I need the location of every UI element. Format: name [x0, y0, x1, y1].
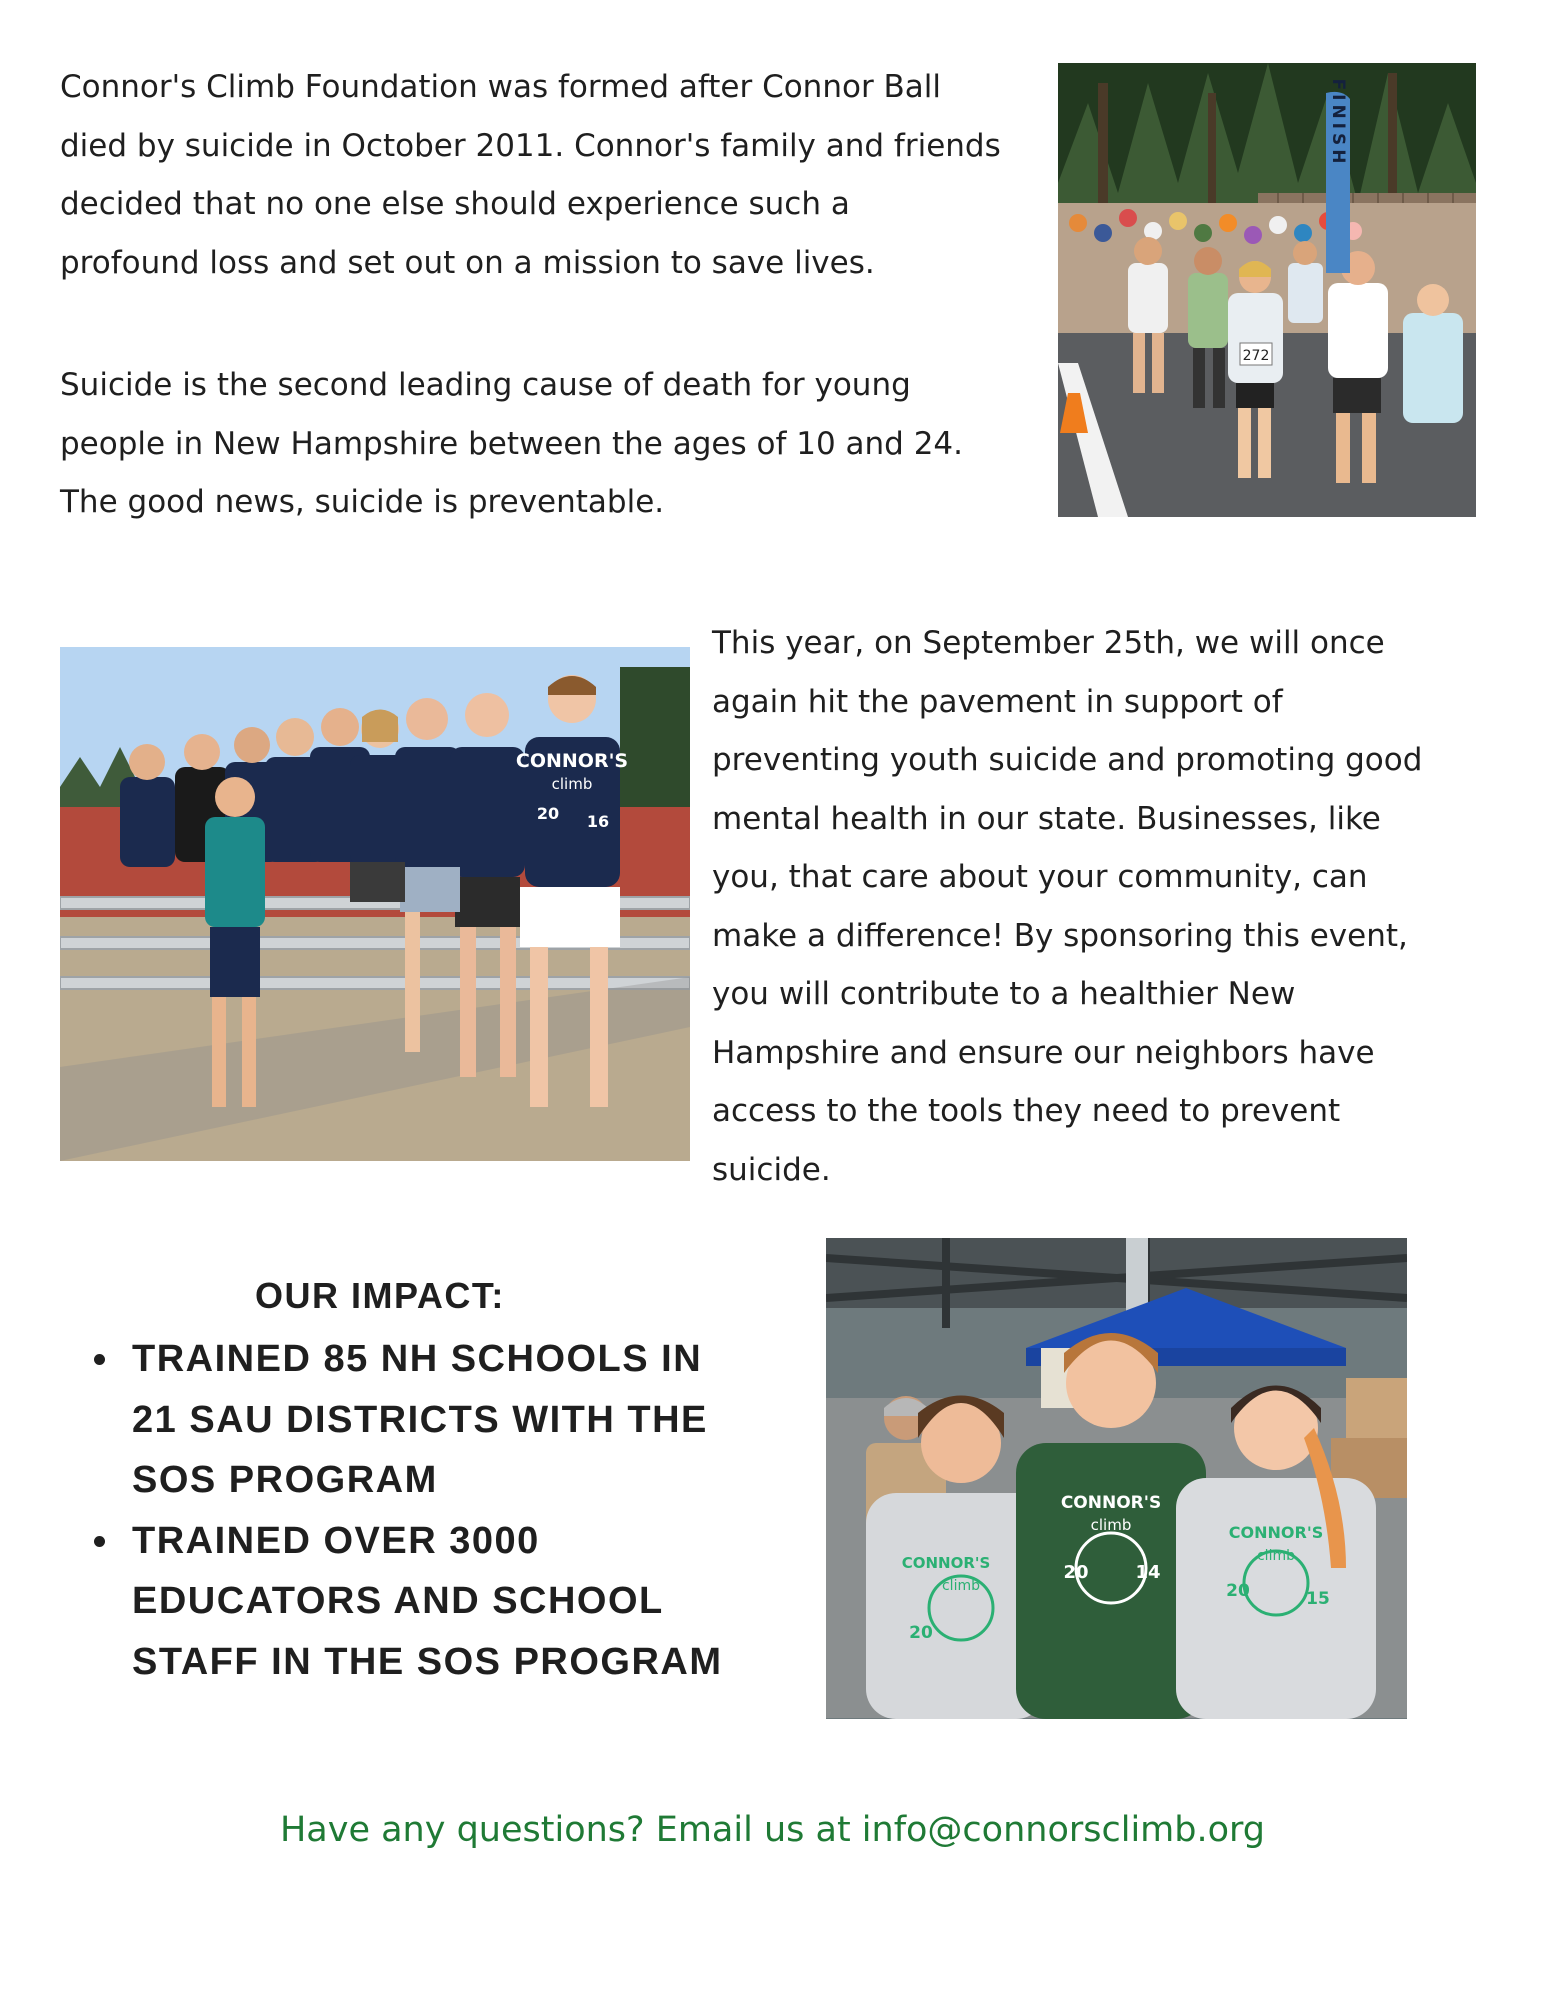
- event-line: This year, on September 25th, we will once: [712, 625, 1385, 661]
- team-shirt-brand: CONNOR'S: [515, 750, 629, 772]
- impact-line: TRAINED 85 NH SCHOOLS IN: [132, 1338, 703, 1380]
- team-shirt-year-left: 20: [536, 804, 560, 823]
- intro-line: profound loss and set out on a mission to save lives.: [60, 244, 875, 281]
- event-line: suicide.: [712, 1151, 831, 1188]
- right-shirt-year-left: 20: [1226, 1581, 1250, 1601]
- statistic-line: people in New Hampshire between the ages of 10 and 24.: [60, 425, 963, 462]
- team-bleachers-photo: [60, 647, 690, 1161]
- event-paragraph: [712, 614, 1422, 1199]
- impact-item: [80, 1329, 723, 1511]
- left-shirt-brand: CONNOR'S: [901, 1554, 991, 1572]
- right-shirt-brand: CONNOR'S: [1228, 1523, 1324, 1542]
- race-finish-photo: [1058, 63, 1476, 517]
- impact-line: EDUCATORS AND SCHOOL: [132, 1580, 664, 1622]
- intro-paragraph: [60, 58, 1001, 292]
- intro-line: died by suicide in October 2011. Connor's family and friends: [60, 127, 1001, 164]
- group-photo-illustration: [826, 1238, 1407, 1719]
- team-photo-illustration: [60, 647, 690, 1161]
- event-line: again hit the pavement in support of: [712, 683, 1283, 720]
- event-line: mental health in our state. Businesses, like: [712, 800, 1381, 837]
- statistic-line: The good news, suicide is preventable.: [60, 484, 665, 520]
- race-bib-number: 272: [1242, 348, 1270, 364]
- impact-heading: OUR IMPACT:: [255, 1275, 505, 1316]
- team-shirt-sub: climb: [551, 775, 593, 793]
- bullet-icon: [94, 1536, 105, 1547]
- impact-item: [80, 1511, 723, 1693]
- left-shirt-sub: climb: [941, 1578, 981, 1594]
- left-shirt-year: 20: [909, 1623, 933, 1643]
- right-shirt-year-right: 15: [1306, 1589, 1330, 1609]
- impact-line: SOS PROGRAM: [132, 1459, 438, 1501]
- intro-line: Connor's Climb Foundation was formed after Connor Ball: [60, 69, 942, 105]
- bullet-icon: [94, 1354, 105, 1365]
- statistic-paragraph: [60, 356, 963, 532]
- finish-banner-text: FINISH: [1328, 78, 1348, 168]
- center-shirt-year-right: 14: [1135, 1562, 1161, 1583]
- intro-line: decided that no one else should experience such a: [60, 186, 850, 222]
- team-shirt-year-right: 16: [586, 812, 610, 831]
- event-line: make a difference! By sponsoring this event,: [712, 917, 1408, 954]
- event-line: Hampshire and ensure our neighbors have: [712, 1034, 1375, 1071]
- event-line: access to the tools they need to prevent: [712, 1093, 1341, 1129]
- event-line: preventing youth suicide and promoting good: [712, 742, 1423, 778]
- race-photo-illustration: [1058, 63, 1476, 517]
- event-line: you, that care about your community, can: [712, 859, 1368, 895]
- impact-line: TRAINED OVER 3000: [132, 1519, 540, 1562]
- impact-line: STAFF IN THE SOS PROGRAM: [132, 1640, 723, 1683]
- statistic-line: Suicide is the second leading cause of death for young: [60, 367, 911, 403]
- contact-email-line[interactable]: Have any questions? Email us at info@connorsclimb.org: [279, 1810, 1266, 1850]
- center-shirt-sub: climb: [1090, 1516, 1132, 1534]
- right-shirt-sub: climb: [1256, 1548, 1296, 1564]
- center-shirt-year-left: 20: [1063, 1562, 1089, 1583]
- group-tent-photo: [826, 1238, 1407, 1719]
- event-line: you will contribute to a healthier New: [712, 976, 1296, 1012]
- center-shirt-brand: CONNOR'S: [1060, 1493, 1162, 1513]
- impact-line: 21 SAU DISTRICTS WITH THE: [132, 1398, 708, 1441]
- impact-list: [80, 1329, 723, 1692]
